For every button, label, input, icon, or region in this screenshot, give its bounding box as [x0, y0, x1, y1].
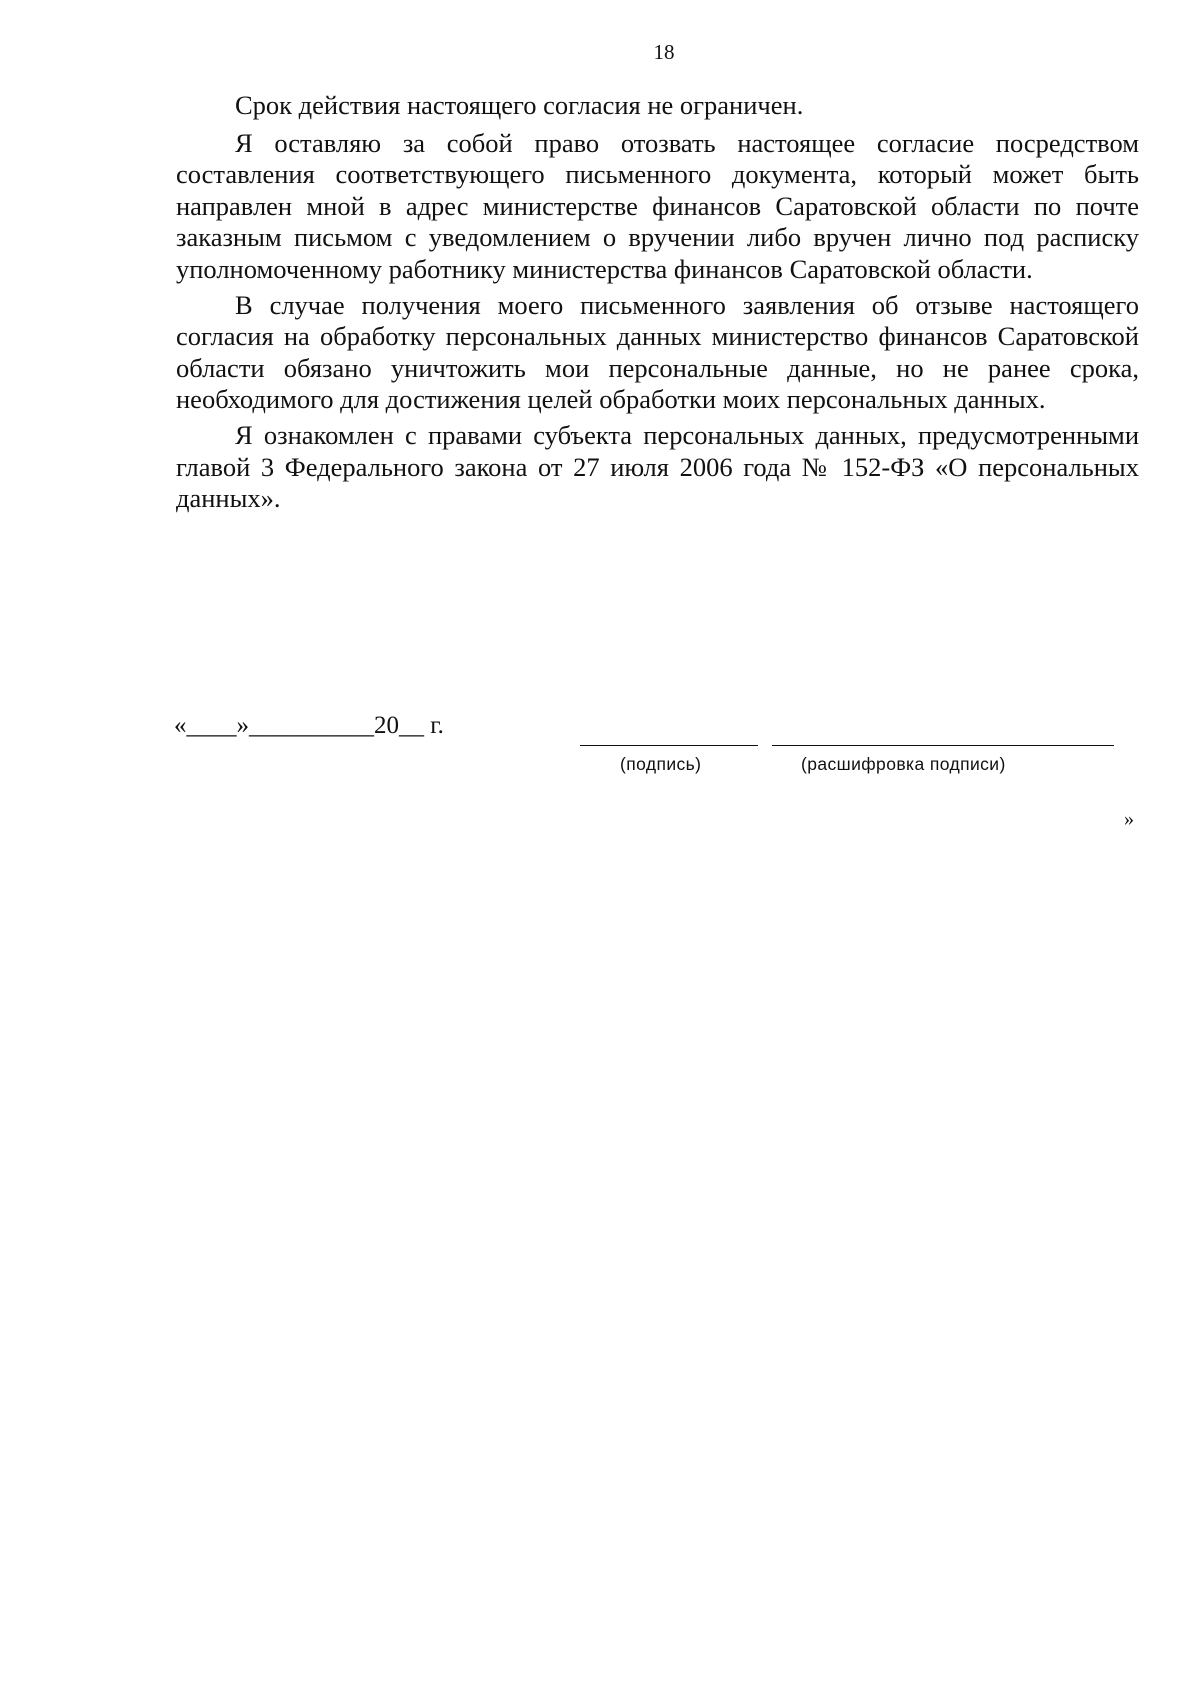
page-number: 18 [653, 40, 675, 64]
paragraph-data-destruction: В случае получения моего письменного заявления об отзыве настоящего согласия на обработку персональных данных министерство финансов Саратовской области обязано уничтожить мои персональные данные, но не ранее срока, необходимого для достижения целей обработки моих персональных данных. [176, 289, 1139, 415]
signature-line [580, 745, 758, 746]
closing-quote-mark: » [1124, 808, 1134, 830]
signature-decoding-caption: (расшифровка подписи) [801, 754, 1006, 774]
paragraph-validity-term: Срок действия настоящего согласия не ограничен. [235, 90, 804, 120]
date-line: «____»__________20__ г. [174, 712, 444, 739]
paragraph-revocation-right: Я оставляю за собой право отозвать настоящее согласие посредством составления соответствующего письменного документа, который может быть направлен мной в адрес министерстве финансов Саратовской области по почте заказным письмом с уведомлением о вручении либо вручен лично под расписку уполномоченному работнику министерства финансов Саратовской области. [176, 127, 1139, 284]
paragraph-rights-acknowledgement: Я ознакомлен с правами субъекта персональных данных, предусмотренными главой 3 Федерального закона от 27 июля 2006 года № 152-ФЗ «О персональных данных». [176, 419, 1139, 514]
signature-decoding-line [772, 745, 1114, 746]
signature-caption: (подпись) [620, 754, 702, 774]
consent-text [176, 90, 1139, 519]
